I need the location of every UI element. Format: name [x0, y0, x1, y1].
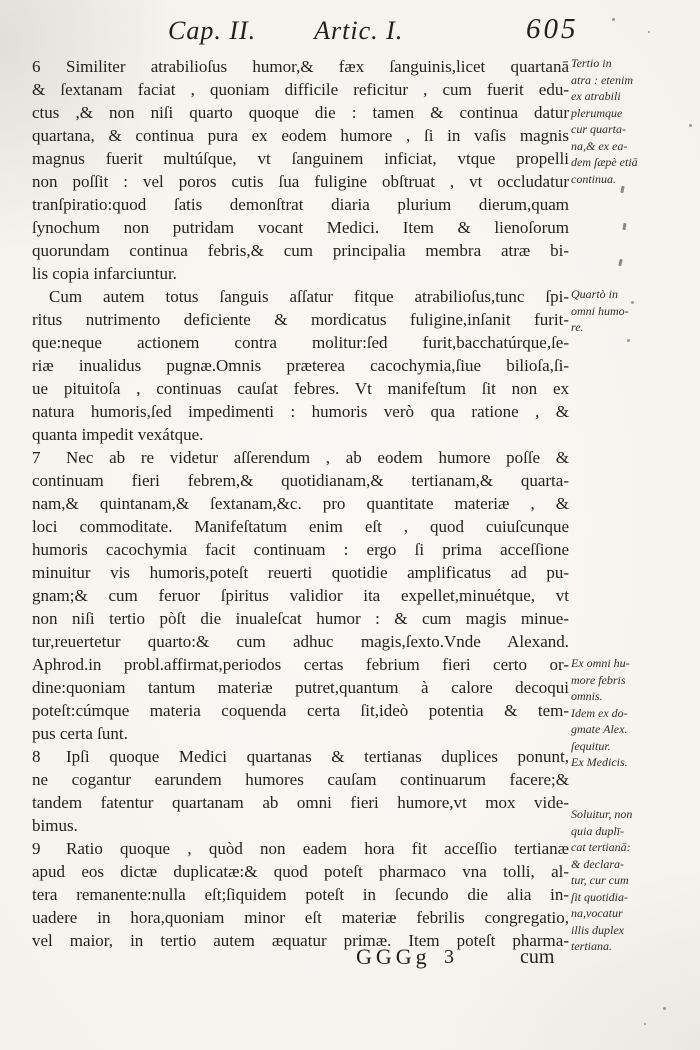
paragraph-8 — [32, 745, 569, 837]
text-line: ctus ,& non niſi quarto quoque die : tamen & continua datur — [32, 103, 569, 122]
paragraph-7 — [32, 446, 569, 745]
text-line: ſynochum non putridam vocant Medici. Item & lienoſorum — [32, 218, 569, 237]
text-line: tur,reuertetur quarto:& cum adhuc magis,ſexto.Vnde Alexand. — [32, 632, 569, 651]
text-line: non niſi tertio pòſt die inualeſcat humor : & cum magis minue- — [32, 609, 569, 628]
text-line: poteſt:cúmque materia coquenda certa ſit,ideò potentia & tem- — [32, 701, 569, 720]
note-line: re. — [571, 320, 584, 334]
note-line: Ex omni hu- — [571, 656, 630, 670]
text-line: que:neque actionem contra molitur:ſed furit,bacchatúrque,ſe- — [32, 333, 569, 352]
text-line: uadere in hora,quoniam minor eſt materiæ febrilis congregatio, — [32, 908, 569, 927]
text-line: quorundam continua febris,& cum principalia membra atræ bi- — [32, 241, 569, 260]
margin-note-ex-omni — [571, 655, 695, 771]
text-line: & ſextanam faciat , quoniam difficile reficitur , cum fuerit edu- — [32, 80, 569, 99]
text-line: humoris cacochymia facit continuam : ergo ſi prima acceſſione — [32, 540, 569, 559]
note-line: Tertio in — [571, 56, 612, 70]
note-line: dem ſæpè etiā — [571, 155, 638, 169]
note-line: cat tertianā: — [571, 840, 631, 854]
note-line: Ex Medicis. — [571, 755, 628, 769]
ink-speck — [612, 18, 615, 21]
margin-note-tertio — [571, 55, 695, 187]
text-line: minuitur vis humoris,poteſt reuerti quotidie amplificatus ad pu- — [32, 563, 569, 582]
paragraph-9 — [32, 837, 569, 952]
signature-number: 3 — [444, 946, 454, 968]
text-line: ne cogantur earundem humores cauſam continuarum facere;& — [32, 770, 569, 789]
text-line: 6 Similiter atrabilioſus humor,& fæx ſanguinis,licet quartanā — [32, 57, 569, 76]
text-line: continuam fieri febrem,& quotidianam,& tertianam,& quarta- — [32, 471, 569, 490]
note-line: omni humo- — [571, 303, 629, 318]
text-line: lis copia infarciuntur. — [32, 264, 177, 283]
note-line: tur, cur cum — [571, 873, 629, 887]
note-line: cur quarta- — [571, 122, 626, 136]
signature-mark: GGGg — [356, 944, 431, 969]
running-header — [168, 16, 418, 46]
text-line: ritus nutrimento deficiente & mordicatus fuligine,inſanit furit- — [32, 310, 569, 329]
text-line: tera remanente:nulla eſt;ſiquidem poteſt in ſecundo die alia in- — [32, 885, 569, 904]
note-line: ſequitur. — [571, 738, 611, 753]
page-number: 605 — [526, 13, 579, 45]
text-line: nam,& quintanam,& ſextanam,&c. pro quantitate materiæ , & — [32, 494, 569, 513]
text-line: 8 Ipſi quoque Medici quartanas & tertianas duplices ponunt, — [32, 747, 569, 766]
article-heading: Artic. I. — [314, 16, 404, 45]
text-line: quanta impedit vexátque. — [32, 425, 204, 444]
text-line: Aphrod.in probl.affirmat,periodos certas febrium fieri certo or- — [32, 655, 569, 674]
ink-speck — [618, 259, 623, 267]
note-line: tertiana. — [571, 939, 612, 953]
catchword: cum — [520, 946, 555, 968]
text-line: Cum autem totus ſanguis aſſatur fitque atrabilioſus,tunc ſpi- — [32, 287, 569, 306]
text-line: tranſpiratio:quod ſatis demonſtrat diaria plurium dierum,quam — [32, 195, 569, 214]
note-line: plerumque — [571, 105, 623, 120]
note-line: continua. — [571, 171, 616, 186]
text-line: non poſſit : vel poros cutis ſua fuligine obſtruat , vt occludatur — [32, 172, 569, 191]
note-line: na,& ex ea- — [571, 138, 628, 153]
text-line: bimus. — [32, 816, 78, 835]
text-line: dine:quoniam tantum materiæ putret,quantum à calore decoqui — [32, 678, 569, 697]
ink-speck — [663, 1007, 666, 1010]
note-line: & declara- — [571, 856, 624, 871]
ink-speck — [689, 124, 692, 127]
ink-speck — [627, 339, 630, 342]
note-line: more febris — [571, 672, 626, 687]
paragraph-cum-autem — [32, 285, 569, 446]
margin-note-quarto — [571, 286, 695, 336]
note-line: gmate Alex. — [571, 722, 628, 736]
note-line: Quartò in — [571, 287, 619, 301]
text-line: 9 Ratio quoque , quòd non eadem hora fit acceſſio tertianæ — [32, 839, 569, 858]
text-line: pus certa ſunt. — [32, 724, 128, 743]
ink-speck — [644, 1023, 646, 1025]
note-line: illis duplex — [571, 922, 624, 937]
chapter-heading: Cap. II. — [168, 16, 257, 45]
text-line: riæ inualidus pugnæ.Omnis præterea cacochymia,ſiue bilioſa,ſi- — [32, 356, 569, 375]
text-line: ue pituitoſa , continuas cauſat febres. Vt manifeſtum ſit non ex — [32, 379, 569, 398]
ink-speck — [648, 31, 650, 33]
ink-speck — [620, 186, 624, 193]
ink-speck — [622, 223, 626, 230]
text-line: gnam;& cum feruor ſpiritus validior ita expellet,minuétque, vt — [32, 586, 569, 605]
note-line: ſit quotidia- — [571, 889, 628, 904]
note-line: omnis. — [571, 689, 603, 703]
note-line: na,vocatur — [571, 906, 623, 920]
page-footer — [0, 944, 700, 978]
text-line: natura humoris,ſed impedimenti : humoris verò qua ratione , & — [32, 402, 569, 421]
text-line: 7 Nec ab re videtur aſſerendum , ab eodem humore poſſe & — [32, 448, 569, 467]
text-line: quartana, & continua pura ex eodem humore , ſi in vaſis magnis — [32, 126, 569, 145]
text-line: magnus fuerit multúſque, vt ſanguinem inficiat, vtque propelli — [32, 149, 569, 168]
note-line: ex atrabili — [571, 89, 621, 103]
body-text-column — [32, 55, 569, 952]
text-line: loci commoditate. Manifeſtatum enim eſt , quod cuiuſcunque — [32, 517, 569, 536]
text-line: tandem fatentur quartanam ab omni fieri humore,vt mox vide- — [32, 793, 569, 812]
text-line: vel maior, in tertio autem æquatur primæ. Item poteſt pharma- — [32, 931, 569, 950]
note-line: Soluitur, non — [571, 807, 633, 821]
ink-speck — [631, 301, 634, 304]
note-line: quia duplī- — [571, 823, 624, 838]
note-line: Idem ex do- — [571, 705, 628, 720]
margin-note-soluitur — [571, 806, 695, 955]
text-line: apud eos dictæ duplicatæ:& quod poteſt pharmaco vna tolli, al- — [32, 862, 569, 881]
note-line: atra : etenim — [571, 72, 633, 87]
paragraph-6 — [32, 55, 569, 285]
